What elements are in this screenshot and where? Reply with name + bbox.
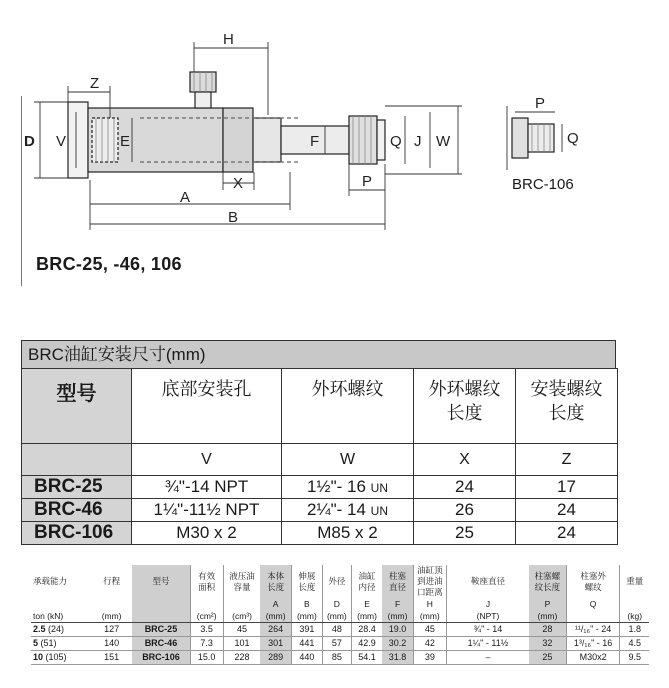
model-caption: BRC-25, -46, 106 xyxy=(36,254,182,274)
dim-d-label: D xyxy=(24,133,35,150)
dim-p2-label: P xyxy=(535,95,546,112)
table-row: BRC-46 1¼"-11½ NPT 2¼"- 14 UN 26 24 xyxy=(22,499,618,522)
sub-header-v: V xyxy=(132,444,282,476)
dim-b-label: B xyxy=(228,209,239,226)
dim-j-label: J xyxy=(414,133,422,150)
header-model: 型号 xyxy=(22,369,132,444)
dim-q2-label: Q xyxy=(567,130,579,147)
header-outer-thread: 外环螺纹 xyxy=(282,369,414,444)
table-row: BRC-106 M30 x 2 M85 x 2 25 24 xyxy=(22,522,618,545)
dim-v-label: V xyxy=(56,133,67,150)
dim-f-label: F xyxy=(310,133,320,150)
sub-header-w: W xyxy=(282,444,414,476)
brc106-drawing xyxy=(507,106,562,170)
dim-e-label: E xyxy=(120,133,131,150)
cylinder-body xyxy=(68,72,385,178)
table-row: 5 (51) 140 BRC-46 7.3 101 301 441 57 42.9 30.2 42 1¼" - 11½ 32 1³/₁₆" - 16 4.5 xyxy=(31,637,649,651)
sub-header-blank xyxy=(22,444,132,476)
dim-x-label: X xyxy=(233,175,244,192)
dim-h-label: H xyxy=(223,31,234,48)
table1-title: BRC油缸安装尺寸(mm) xyxy=(21,340,616,368)
dim-q-label: Q xyxy=(390,133,402,150)
specifications-table: 承载能力 行程 型号 有效 面积 液压油 容量 本体 长度 伸展 长度 外径 油缸 内径 柱塞 直径 油缸顶 到进油 口距离 鞍座直径 柱塞螺 纹长度 柱塞外 螺纹 重量 A B D E F H J P Q ton (kN) (mm) (cm²) (cm³) (mm) (mm) (mm) (mm) (mm) (mm) (NPT) (mm) (kg) 2.5 (24) 127 BRC-25 3.5 45 264 391 48 28.4 19.0 45 ¾" - 14 28 ¹¹/₁₆" - 24 1.8 5 (51) 140 BRC-46 7.3 101 301 441 57 42.9 30.2 42 1¼" - 11½ 32 1³/₁₆" - 16 4.5 10 (105) 151 BRC-106 15.0 228 289 440 85 54.1 31.8 39 – 25 M30x2 9.5 xyxy=(31,565,649,665)
dim-a-label: A xyxy=(180,189,191,206)
dim-w-label: W xyxy=(436,133,451,150)
header-base-hole: 底部安装孔 xyxy=(132,369,282,444)
table-row: 10 (105) 151 BRC-106 15.0 228 289 440 85 54.1 31.8 39 – 25 M30x2 9.5 xyxy=(31,651,649,665)
margin-rule xyxy=(21,96,22,286)
sub-header-z: Z xyxy=(516,444,618,476)
dim-p-label: P xyxy=(362,173,373,190)
dim-z-label: Z xyxy=(90,75,100,92)
brc106-caption: BRC-106 xyxy=(512,176,574,193)
sub-header-x: X xyxy=(414,444,516,476)
mounting-dimensions-table xyxy=(21,340,616,545)
header-mount-thread-length: 安装螺纹 长度 xyxy=(516,369,618,444)
table-row: BRC-25 ¾"-14 NPT 1½"- 16 UN 24 17 xyxy=(22,476,618,499)
header-outer-thread-length: 外环螺纹 长度 xyxy=(414,369,516,444)
table-row: 2.5 (24) 127 BRC-25 3.5 45 264 391 48 28.4 19.0 45 ¾" - 14 28 ¹¹/₁₆" - 24 1.8 xyxy=(31,623,649,637)
